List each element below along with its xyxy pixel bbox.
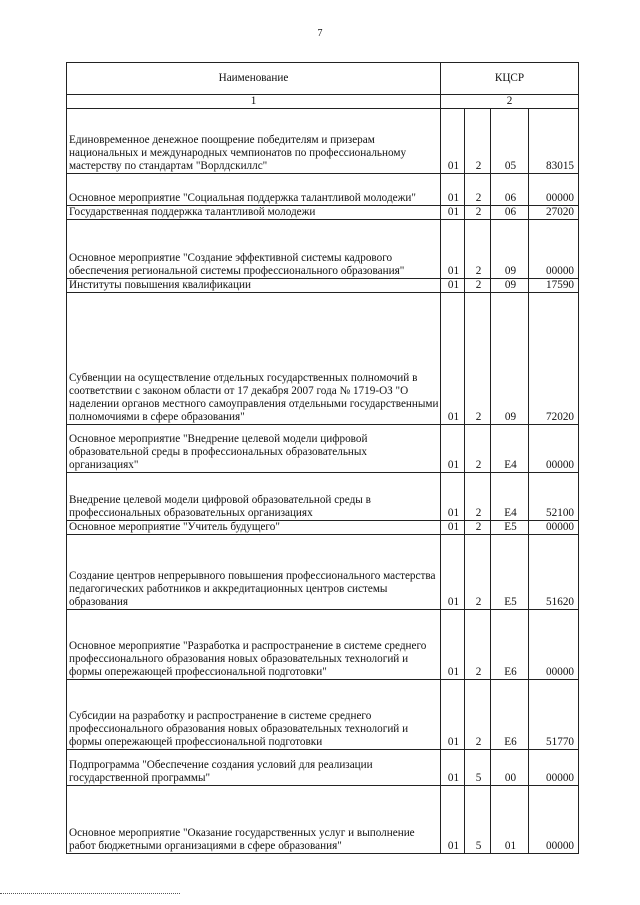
row-name: Основное мероприятие "Разработка и распространение в системе среднего профессионального образования новых образовательных технологий и формы опережающей профессиональной подготовки" xyxy=(67,610,441,680)
row-code-program: 01 xyxy=(441,535,465,610)
table-row xyxy=(67,293,579,425)
header-kcsr: КЦСР xyxy=(441,63,579,95)
row-code-subprogram: 2 xyxy=(465,220,491,279)
row-code-program: 01 xyxy=(441,174,465,206)
row-code-event: 06 xyxy=(491,174,529,206)
table-row xyxy=(67,786,579,854)
row-code-program: 01 xyxy=(441,786,465,854)
header-num-2: 2 xyxy=(441,95,579,109)
row-name: Субвенции на осуществление отдельных государственных полномочий в соответствии с законом области от 17 декабря 2007 года № 1719-ОЗ "О наделении органов местного самоуправления отдельными государственными полномочиями в сфере образования" xyxy=(67,293,441,425)
row-code-subprogram: 2 xyxy=(465,473,491,521)
row-code-program: 01 xyxy=(441,293,465,425)
row-code-event: 09 xyxy=(491,220,529,279)
row-code-program: 01 xyxy=(441,206,465,220)
table-row xyxy=(67,610,579,680)
row-code-event: E5 xyxy=(491,521,529,535)
row-name: Единовременное денежное поощрение победителям и призерам национальных и международных чемпионатов по профессиональному мастерству по стандартам "Ворлдскиллс" xyxy=(67,109,441,174)
header-num-1: 1 xyxy=(67,95,441,109)
row-code-subprogram: 2 xyxy=(465,279,491,293)
row-name: Основное мероприятие "Создание эффективной системы кадрового обеспечения региональной системы профессионального образования" xyxy=(67,220,441,279)
row-code-direction: 27020 xyxy=(529,206,579,220)
row-code-subprogram: 2 xyxy=(465,206,491,220)
row-code-program: 01 xyxy=(441,521,465,535)
header-row xyxy=(67,63,579,95)
row-code-subprogram: 2 xyxy=(465,293,491,425)
row-code-subprogram: 2 xyxy=(465,174,491,206)
row-code-subprogram: 2 xyxy=(465,610,491,680)
row-code-event: E4 xyxy=(491,473,529,521)
table-row xyxy=(67,473,579,521)
row-code-event: 00 xyxy=(491,750,529,786)
row-name: Основное мероприятие "Учитель будущего" xyxy=(67,521,441,535)
row-code-program: 01 xyxy=(441,750,465,786)
row-code-direction: 51620 xyxy=(529,535,579,610)
row-code-direction: 72020 xyxy=(529,293,579,425)
row-code-program: 01 xyxy=(441,680,465,750)
table-row xyxy=(67,220,579,279)
row-code-program: 01 xyxy=(441,220,465,279)
row-code-subprogram: 5 xyxy=(465,786,491,854)
row-code-event: 01 xyxy=(491,786,529,854)
header-number-row xyxy=(67,95,579,109)
bottom-rule xyxy=(0,893,180,894)
row-code-event: 06 xyxy=(491,206,529,220)
row-code-program: 01 xyxy=(441,109,465,174)
row-code-program: 01 xyxy=(441,425,465,473)
row-name: Основное мероприятие "Оказание государственных услуг и выполнение работ бюджетными организациями в сфере образования" xyxy=(67,786,441,854)
row-code-program: 01 xyxy=(441,279,465,293)
table-row xyxy=(67,279,579,293)
row-code-direction: 17590 xyxy=(529,279,579,293)
row-code-event: E6 xyxy=(491,610,529,680)
row-code-direction: 51770 xyxy=(529,680,579,750)
row-code-direction: 52100 xyxy=(529,473,579,521)
row-name: Создание центров непрерывного повышения профессионального мастерства педагогических работников и аккредитационных центров системы образования xyxy=(67,535,441,610)
row-code-subprogram: 2 xyxy=(465,680,491,750)
table-row xyxy=(67,521,579,535)
row-name: Основное мероприятие "Социальная поддержка талантливой молодежи" xyxy=(67,174,441,206)
row-name: Основное мероприятие "Внедрение целевой модели цифровой образовательной среды в профессиональных образовательных организациях" xyxy=(67,425,441,473)
table-row xyxy=(67,206,579,220)
row-code-direction: 00000 xyxy=(529,220,579,279)
row-code-direction: 00000 xyxy=(529,786,579,854)
row-code-event: E4 xyxy=(491,425,529,473)
row-code-subprogram: 2 xyxy=(465,521,491,535)
row-code-event: E5 xyxy=(491,535,529,610)
row-code-event: 09 xyxy=(491,293,529,425)
row-code-direction: 00000 xyxy=(529,521,579,535)
table-row xyxy=(67,680,579,750)
table-row xyxy=(67,535,579,610)
row-name: Государственная поддержка талантливой молодежи xyxy=(67,206,441,220)
row-name: Субсидии на разработку и распространение в системе среднего профессионального образования новых образовательных технологий и формы опережающей профессиональной подготовки xyxy=(67,680,441,750)
row-code-direction: 00000 xyxy=(529,610,579,680)
row-code-event: E6 xyxy=(491,680,529,750)
row-code-subprogram: 2 xyxy=(465,109,491,174)
row-code-direction: 83015 xyxy=(529,109,579,174)
row-code-subprogram: 5 xyxy=(465,750,491,786)
row-code-subprogram: 2 xyxy=(465,535,491,610)
row-code-program: 01 xyxy=(441,610,465,680)
header-name: Наименование xyxy=(67,63,441,95)
table-row xyxy=(67,109,579,174)
page-number: 7 xyxy=(317,28,323,39)
table-row xyxy=(67,750,579,786)
table-row xyxy=(67,425,579,473)
row-code-event: 05 xyxy=(491,109,529,174)
row-code-program: 01 xyxy=(441,473,465,521)
row-code-direction: 00000 xyxy=(529,174,579,206)
table-row xyxy=(67,174,579,206)
row-code-direction: 00000 xyxy=(529,750,579,786)
row-code-subprogram: 2 xyxy=(465,425,491,473)
row-name: Внедрение целевой модели цифровой образовательной среды в профессиональных образовательных организациях xyxy=(67,473,441,521)
row-code-direction: 00000 xyxy=(529,425,579,473)
row-name: Подпрограмма "Обеспечение создания условий для реализации государственной программы" xyxy=(67,750,441,786)
budget-classification-table xyxy=(66,62,579,854)
row-code-event: 09 xyxy=(491,279,529,293)
row-name: Институты повышения квалификации xyxy=(67,279,441,293)
